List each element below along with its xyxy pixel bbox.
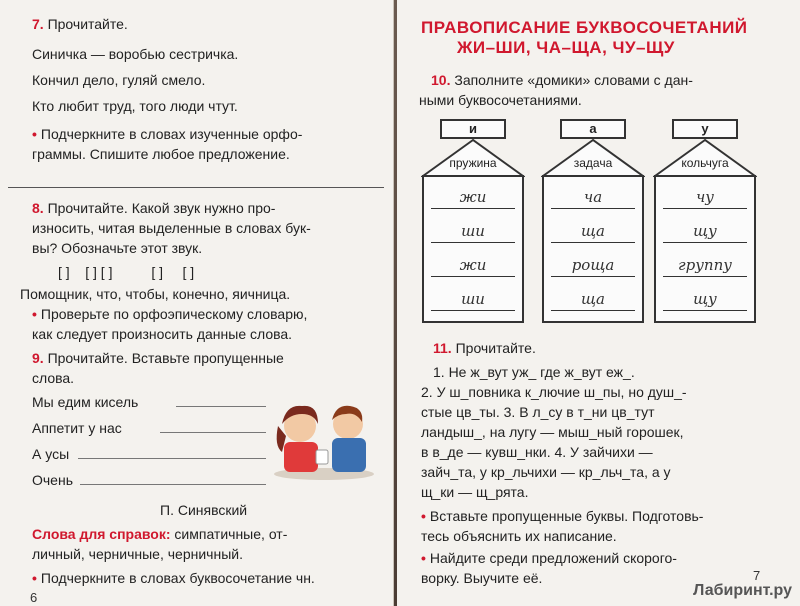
house-letter: у xyxy=(701,121,709,136)
proverb-line: Кто любит труд, того люди чтут. xyxy=(32,98,238,114)
writing-line[interactable] xyxy=(551,276,635,277)
house-letter: и xyxy=(469,121,477,136)
publisher-logo: Лабиринт.ру xyxy=(693,582,792,599)
word-list: Помощник, что, чтобы, конечно, яичница. xyxy=(20,286,291,302)
task-text: Вставьте пропущенные буквы. Подготовь- xyxy=(429,508,704,524)
task-text: Подчеркните в словах изученные орфо- xyxy=(40,126,303,142)
section-subtitle: ЖИ–ШИ, ЧА–ЩА, ЧУ–ЩУ xyxy=(457,38,675,57)
instruction: Прочитайте. xyxy=(455,340,536,356)
exercise-7-header xyxy=(32,14,128,34)
poem-line: Очень xyxy=(32,472,73,488)
handwritten-entry: ши xyxy=(461,290,485,308)
task-text: Найдите среди предложений скорого- xyxy=(429,550,677,566)
exercise-text: щ_ки — щ_рята. xyxy=(421,484,529,500)
task-text: как следует произносить данные слова. xyxy=(32,326,293,342)
poem-line: Мы едим кисель xyxy=(32,394,139,410)
writing-line[interactable] xyxy=(551,242,635,243)
handwritten-entry: ща xyxy=(581,222,605,240)
writing-line[interactable] xyxy=(663,276,747,277)
proverb-line: Кончил дело, гуляй смело. xyxy=(32,72,206,88)
bullet-icon: • xyxy=(421,550,426,566)
house-2 xyxy=(541,118,645,324)
handwritten-entry: жи xyxy=(459,188,487,206)
blank-line[interactable] xyxy=(80,484,266,485)
task-text: ворку. Выучите её. xyxy=(421,570,543,586)
exercise-text: в в_де — кувш_нки. 4. У зайчихи — xyxy=(421,444,653,460)
handwritten-entry: роща xyxy=(571,256,615,274)
poem-line: Аппетит у нас xyxy=(32,420,122,436)
handwritten-entry: группу xyxy=(678,256,732,274)
task-text: Подчеркните в словах буквосочетание чн. xyxy=(40,570,315,586)
instruction: Заполните «домики» словами с дан- xyxy=(454,72,693,88)
writing-line[interactable] xyxy=(663,208,747,209)
writing-line[interactable] xyxy=(551,208,635,209)
exercise-9-header xyxy=(32,348,284,368)
handwritten-entry: ща xyxy=(581,290,605,308)
exercise-number: 9. xyxy=(32,350,44,366)
exercise-number: 11. xyxy=(433,340,452,356)
children-illustration xyxy=(268,396,380,480)
exercise-11-header xyxy=(433,338,536,358)
page-number: 7 xyxy=(753,568,761,583)
instruction: ными буквосочетаниями. xyxy=(419,92,582,108)
reference-words xyxy=(32,524,287,544)
task-line xyxy=(421,506,703,526)
instruction: Прочитайте. xyxy=(47,16,128,32)
writing-line[interactable] xyxy=(431,310,515,311)
house-word: задача xyxy=(573,156,613,170)
page-number: 6 xyxy=(30,590,38,605)
handwritten-entry: ши xyxy=(461,222,485,240)
exercise-8-header xyxy=(32,198,275,218)
handwritten-entry: щу xyxy=(693,290,717,308)
poem-author: П. Синявский xyxy=(160,502,248,518)
reference-text: личный, черничные, черничный. xyxy=(32,546,243,562)
exercise-text: 1. Не ж_вут уж_ где ж_вут еж_. xyxy=(433,364,635,380)
reference-text: симпатичные, от- xyxy=(174,526,288,542)
blank-line[interactable] xyxy=(78,458,266,459)
section-divider xyxy=(8,187,384,188)
sound-brackets: [ ] [ ] [ ] [ ] [ ] xyxy=(58,264,195,280)
exercise-number: 10. xyxy=(431,72,451,88)
task-line xyxy=(32,304,307,324)
exercise-text: ландыш_, на лугу — мыш_ный горошек, xyxy=(421,424,684,440)
task-line xyxy=(32,568,315,588)
instruction: Прочитайте. Какой звук нужно про- xyxy=(47,200,276,216)
poem-line: А усы xyxy=(32,446,70,462)
exercise-text: зайч_та, у кр_льчихи — кр_льч_та, а у xyxy=(421,464,671,480)
house-3 xyxy=(653,118,757,324)
blank-line[interactable] xyxy=(160,432,266,433)
task-line xyxy=(32,124,302,144)
instruction: износить, читая выделенные в словах бук- xyxy=(32,220,311,236)
house-letter: а xyxy=(589,121,597,136)
writing-line[interactable] xyxy=(663,310,747,311)
task-text: Проверьте по орфоэпическому словарю, xyxy=(40,306,308,322)
instruction: Прочитайте. Вставьте пропущенные xyxy=(47,350,284,366)
writing-line[interactable] xyxy=(551,310,635,311)
writing-line[interactable] xyxy=(431,242,515,243)
writing-line[interactable] xyxy=(431,276,515,277)
exercise-number: 7. xyxy=(32,16,44,32)
exercise-text: стые цв_ты. 3. В л_су в т_ни цв_тут xyxy=(421,404,655,420)
instruction: слова. xyxy=(32,370,75,386)
exercise-number: 8. xyxy=(32,200,44,216)
section-title: ПРАВОПИСАНИЕ БУКВОСОЧЕТАНИЙ xyxy=(421,18,748,37)
writing-line[interactable] xyxy=(663,242,747,243)
bullet-icon: • xyxy=(32,126,37,142)
reference-label: Слова для справок: xyxy=(32,526,171,542)
instruction: вы? Обозначьте этот звук. xyxy=(32,240,203,256)
bullet-icon: • xyxy=(32,306,37,322)
blank-line[interactable] xyxy=(176,406,266,407)
house-word: пружина xyxy=(449,156,497,170)
house-1 xyxy=(421,118,525,324)
left-page xyxy=(0,0,394,606)
house-word: кольчуга xyxy=(681,156,729,170)
bullet-icon: • xyxy=(32,570,37,586)
handwritten-entry: ча xyxy=(583,188,603,206)
proverb-line: Синичка — воробью сестричка. xyxy=(32,46,239,62)
handwritten-entry: щу xyxy=(693,222,717,240)
task-text: граммы. Спишите любое предложение. xyxy=(32,146,290,162)
task-text: тесь объяснить их написание. xyxy=(421,528,617,544)
exercise-10-header xyxy=(431,70,693,90)
writing-line[interactable] xyxy=(431,208,515,209)
handwritten-entry: чу xyxy=(695,188,715,206)
task-line xyxy=(421,548,677,568)
exercise-text: 2. У ш_повника к_лючие ш_пы, но душ_- xyxy=(421,384,687,400)
right-page xyxy=(397,0,800,606)
bullet-icon: • xyxy=(421,508,426,524)
handwritten-entry: жи xyxy=(459,256,487,274)
